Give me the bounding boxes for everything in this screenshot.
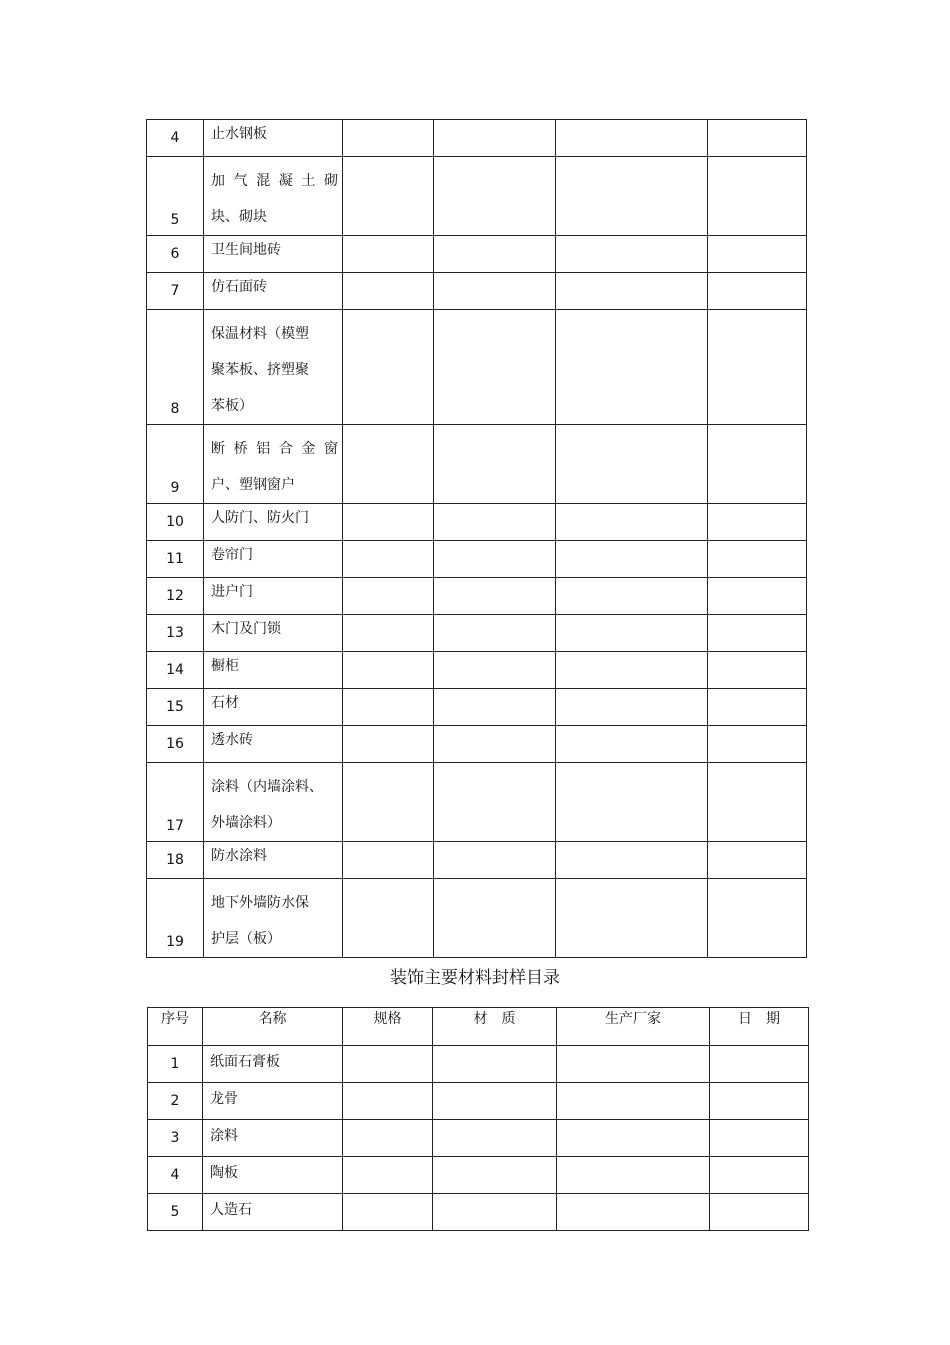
- material-name: 陶板: [203, 1157, 343, 1194]
- row-number: 12: [147, 578, 204, 615]
- table-row: [147, 310, 807, 425]
- date-cell: [708, 615, 807, 652]
- spec-cell: [343, 1120, 433, 1157]
- material-cell: [433, 1194, 557, 1231]
- material-cell: [433, 1083, 557, 1120]
- row-number: 7: [147, 273, 204, 310]
- date-cell: [708, 578, 807, 615]
- material-name: [204, 763, 343, 842]
- spec-cell: [343, 236, 434, 273]
- date-cell: [710, 1120, 809, 1157]
- spec-cell: [343, 689, 434, 726]
- table-row: [147, 120, 807, 157]
- row-number: 5: [148, 1194, 203, 1231]
- material-cell: [433, 1157, 557, 1194]
- spec-cell: [343, 1157, 433, 1194]
- table-row: [147, 726, 807, 763]
- date-cell: [708, 763, 807, 842]
- spec-cell: [343, 157, 434, 236]
- header-name: 名称: [203, 1008, 343, 1046]
- manufacturer-cell: [556, 236, 708, 273]
- row-number: 3: [148, 1120, 203, 1157]
- table-row: [147, 615, 807, 652]
- materials-table-continued: [146, 119, 807, 958]
- date-cell: [710, 1194, 809, 1231]
- material-cell: [434, 120, 556, 157]
- date-cell: [708, 425, 807, 504]
- material-cell: [434, 689, 556, 726]
- material-name-line: 地下外墙防水保: [211, 895, 309, 911]
- spec-cell: [343, 842, 434, 879]
- manufacturer-cell: [557, 1046, 710, 1083]
- material-name-line: 仿石面砖: [211, 279, 267, 295]
- spec-cell: [343, 1046, 433, 1083]
- table-row: [147, 157, 807, 236]
- date-cell: [708, 310, 807, 425]
- spec-cell: [343, 504, 434, 541]
- material-cell: [434, 842, 556, 879]
- table-row: [147, 689, 807, 726]
- table-row: [147, 578, 807, 615]
- material-name: [204, 578, 343, 615]
- table-row: [147, 652, 807, 689]
- material-name-line: 石材: [211, 695, 239, 711]
- spec-cell: [343, 763, 434, 842]
- material-name: 纸面石膏板: [203, 1046, 343, 1083]
- material-name-line: 木门及门锁: [211, 621, 281, 637]
- material-name-line: 护层（板）: [211, 931, 281, 947]
- row-number: 17: [147, 763, 204, 842]
- header-material: 材 质: [433, 1008, 557, 1046]
- row-number: 4: [148, 1157, 203, 1194]
- material-name-line: 涂料（内墙涂料、: [211, 779, 323, 795]
- row-number: 6: [147, 236, 204, 273]
- manufacturer-cell: [556, 763, 708, 842]
- material-name: 涂料: [203, 1120, 343, 1157]
- material-name-line: 卷帘门: [211, 547, 253, 563]
- row-number: 18: [147, 842, 204, 879]
- material-cell: [433, 1046, 557, 1083]
- manufacturer-cell: [556, 425, 708, 504]
- spec-cell: [343, 1194, 433, 1231]
- row-number: 14: [147, 652, 204, 689]
- material-cell: [434, 763, 556, 842]
- material-name: [204, 879, 343, 958]
- spec-cell: [343, 615, 434, 652]
- manufacturer-cell: [556, 273, 708, 310]
- row-number: 2: [148, 1083, 203, 1120]
- table-row: [147, 879, 807, 958]
- material-name-line: 苯板）: [211, 398, 253, 414]
- spec-cell: [343, 310, 434, 425]
- spec-cell: [343, 425, 434, 504]
- date-cell: [708, 652, 807, 689]
- material-cell: [434, 504, 556, 541]
- header-manufacturer: 生产厂家: [557, 1008, 710, 1046]
- date-cell: [708, 842, 807, 879]
- date-cell: [710, 1157, 809, 1194]
- material-name-line: 保温材料（模塑: [211, 326, 309, 342]
- date-cell: [710, 1046, 809, 1083]
- manufacturer-cell: [556, 615, 708, 652]
- table-row: [147, 236, 807, 273]
- manufacturer-cell: [557, 1083, 710, 1120]
- material-cell: [434, 578, 556, 615]
- material-cell: [434, 726, 556, 763]
- row-number: 1: [148, 1046, 203, 1083]
- material-cell: [434, 157, 556, 236]
- spec-cell: [343, 652, 434, 689]
- table-row: [147, 541, 807, 578]
- material-name: [204, 273, 343, 310]
- material-name-line: 加气混凝土砌: [211, 173, 338, 189]
- manufacturer-cell: [557, 1120, 710, 1157]
- material-name: [204, 504, 343, 541]
- table-row: [147, 763, 807, 842]
- decoration-materials-table: [147, 1007, 809, 1231]
- material-name: [204, 310, 343, 425]
- date-cell: [708, 541, 807, 578]
- manufacturer-cell: [556, 310, 708, 425]
- header-spec: 规格: [343, 1008, 433, 1046]
- row-number: 16: [147, 726, 204, 763]
- date-cell: [708, 726, 807, 763]
- spec-cell: [343, 273, 434, 310]
- manufacturer-cell: [556, 120, 708, 157]
- material-name: [204, 726, 343, 763]
- date-cell: [708, 273, 807, 310]
- header-date: 日 期: [710, 1008, 809, 1046]
- material-name: [204, 157, 343, 236]
- spec-cell: [343, 120, 434, 157]
- manufacturer-cell: [556, 842, 708, 879]
- material-name-line: 户、塑钢窗户: [211, 477, 295, 493]
- material-cell: [434, 541, 556, 578]
- material-name: [204, 652, 343, 689]
- spec-cell: [343, 726, 434, 763]
- table-row: [148, 1046, 809, 1083]
- table-row: [148, 1194, 809, 1231]
- row-number: 15: [147, 689, 204, 726]
- material-name-line: 外墙涂料）: [211, 815, 281, 831]
- material-name-line: 人防门、防火门: [211, 510, 309, 526]
- spec-cell: [343, 879, 434, 958]
- material-cell: [434, 879, 556, 958]
- material-cell: [433, 1120, 557, 1157]
- material-name: [204, 842, 343, 879]
- manufacturer-cell: [556, 879, 708, 958]
- material-name-line: 透水砖: [211, 732, 253, 748]
- table-row: [147, 842, 807, 879]
- row-number: 11: [147, 541, 204, 578]
- manufacturer-cell: [556, 157, 708, 236]
- manufacturer-cell: [556, 652, 708, 689]
- header-row: [148, 1008, 809, 1046]
- date-cell: [710, 1083, 809, 1120]
- material-name: [204, 425, 343, 504]
- material-name-line: 进户门: [211, 584, 253, 600]
- material-cell: [434, 310, 556, 425]
- material-name: [204, 541, 343, 578]
- spec-cell: [343, 1083, 433, 1120]
- date-cell: [708, 504, 807, 541]
- material-cell: [434, 615, 556, 652]
- manufacturer-cell: [557, 1194, 710, 1231]
- row-number: 13: [147, 615, 204, 652]
- material-name-line: 止水钢板: [211, 126, 267, 142]
- section-title: 装饰主要材料封样目录: [390, 968, 560, 988]
- date-cell: [708, 879, 807, 958]
- spec-cell: [343, 541, 434, 578]
- date-cell: [708, 157, 807, 236]
- material-cell: [434, 425, 556, 504]
- material-name-line: 块、砌块: [211, 209, 267, 225]
- manufacturer-cell: [557, 1157, 710, 1194]
- row-number: 9: [147, 425, 204, 504]
- date-cell: [708, 236, 807, 273]
- material-name-line: 卫生间地砖: [211, 242, 281, 258]
- row-number: 10: [147, 504, 204, 541]
- material-name-line: 聚苯板、挤塑聚: [211, 362, 309, 378]
- table-row: [148, 1120, 809, 1157]
- material-name: [204, 236, 343, 273]
- spec-cell: [343, 578, 434, 615]
- date-cell: [708, 689, 807, 726]
- material-cell: [434, 273, 556, 310]
- row-number: 4: [147, 120, 204, 157]
- material-name: [204, 689, 343, 726]
- material-name: 龙骨: [203, 1083, 343, 1120]
- material-cell: [434, 652, 556, 689]
- table-row: [147, 504, 807, 541]
- row-number: 5: [147, 157, 204, 236]
- manufacturer-cell: [556, 578, 708, 615]
- material-name-line: 断桥铝合金窗: [211, 441, 338, 457]
- material-cell: [434, 236, 556, 273]
- header-seq: 序号: [148, 1008, 203, 1046]
- date-cell: [708, 120, 807, 157]
- manufacturer-cell: [556, 504, 708, 541]
- manufacturer-cell: [556, 541, 708, 578]
- material-name: [204, 615, 343, 652]
- material-name: [204, 120, 343, 157]
- table-row: [147, 273, 807, 310]
- row-number: 8: [147, 310, 204, 425]
- manufacturer-cell: [556, 689, 708, 726]
- material-name-line: 防水涂料: [211, 848, 267, 864]
- table-row: [148, 1157, 809, 1194]
- material-name: 人造石: [203, 1194, 343, 1231]
- material-name-line: 橱柜: [211, 658, 239, 674]
- manufacturer-cell: [556, 726, 708, 763]
- table-row: [147, 425, 807, 504]
- table-row: [148, 1083, 809, 1120]
- row-number: 19: [147, 879, 204, 958]
